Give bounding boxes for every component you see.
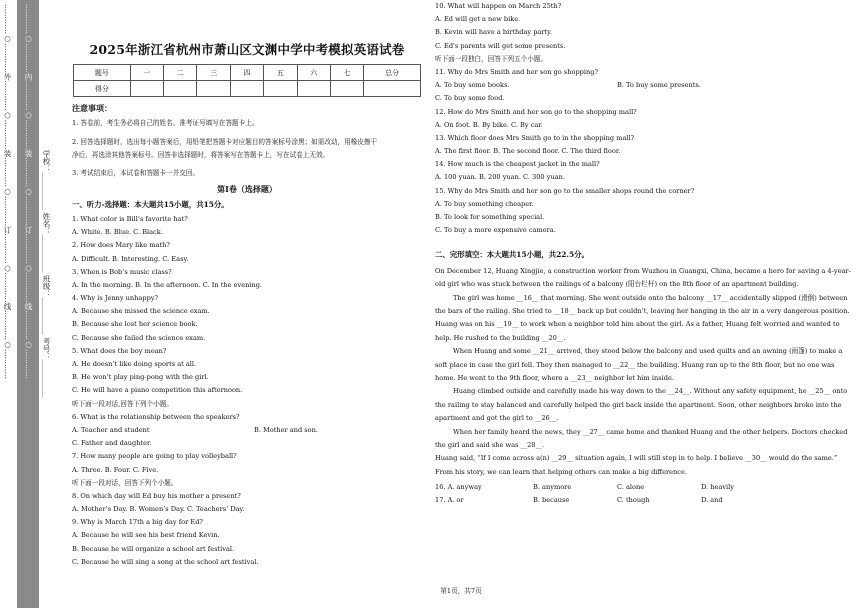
question-line: 11. Why do Mrs Smith and her son go shopping? [435,67,598,76]
passage-paragraph: When her family heard the news, they __27__ came home and thanked Huang and the other helpers. Doctors checked the girl and said she was __28__. [435,427,848,450]
question-line: 听下面一段独白，回答下列五个小题。 [435,54,548,63]
student-info-column [42,0,56,608]
option: B. Mother and son. [254,425,318,434]
left-column [72,28,422,571]
passage-paragraph: When Huang and some __21__ arrived, they stood below the balcony and used quilts and an awning (雨篷) to make a soft place in case the girl fell. They then managed to __22__ the building. Huang ran up to the 8th floor, but no one was home. He went to the 9th floor, where a __23__ neighbor let him inside. [435,347,843,383]
question-line: 2. How does Mary like math? [72,241,170,250]
question-line: B. Kevin will have a birthday party. [435,28,553,37]
question-line: C. To buy a more expensive camera. [435,226,556,235]
question-line: A. The first floor. B. The second floor. C. The third floor. [435,147,621,156]
note-item: 净后，再选涂其他答案标号。回答非选择题时，将答案写在答题卡上，写在试卷上无效。 [72,150,330,159]
question-line: 3. When is Bob’s music class? [72,267,172,276]
score-header-cell: 题号 [74,65,131,81]
q16-options [435,483,855,492]
question-line: A. In the morning. B. In the afternoon. C. In the evening. [72,280,263,289]
option: C. though [617,496,650,505]
binding-margin [0,0,60,608]
student-info-text: 学校：__________ 姓名：__________ 班级：__________ 考号：__________ [42,150,51,398]
option: B. anymore [533,483,572,492]
question-line: 7. How many people are going to play volleyball? [72,452,237,461]
question-line: A. On foot. B. By bike. C. By car. [435,120,543,129]
outer-binding-line [3,0,17,608]
score-header-cell: 一 [130,65,163,81]
score-header-cell: 四 [230,65,263,81]
option: C. alone [617,483,645,492]
score-header-cell: 六 [297,65,330,81]
option: D. heavily [701,483,734,492]
option: B. because [533,496,570,505]
question-line: B. To look for something special. [435,213,545,221]
part1-heading: 第Ⅰ卷（选择题） [217,183,277,194]
score-header-cell: 二 [164,65,197,81]
option: A. Teacher and student [72,425,150,434]
question-line: 13. Which floor does Mrs Smith go to in the shopping mall? [435,133,635,142]
question-line: A. 100 yuan. B. 200 yuan. C. 300 yuan. [435,173,565,182]
question-line: 10. What will happen on March 25th? [435,2,562,10]
question-line: 15. Why do Mrs Smith and her son go to the smaller shops round the corner? [435,186,695,195]
question-line: A. Difficult. B. Interesting. C. Easy. [72,254,189,263]
question-line: A. Because she missed the science exam. [72,307,210,316]
passage-paragraph: Huang said, “If I come across a(n) __29__ situation again, I will still step in to help. I believe __30__ would do the same.” From his story, we can learn that helping others can make a big difference. [435,454,838,476]
q6-options [72,426,422,435]
score-table-row [74,81,421,97]
note-item: 2. 回答选择题时，选出每小题答案后，用铅笔把答题卡对应题目的答案标号涂黑；如需改动，用橡皮擦干 [72,137,378,146]
question-line: C. He will have a piano competition this afternoon. [72,386,243,395]
option: 16. A. anyway [435,483,482,492]
score-cell[interactable] [230,81,263,97]
question-line: A. Three. B. Four. C. Five. [72,465,159,474]
q11-options [435,81,855,90]
score-cell[interactable] [297,81,330,97]
question-line: 听下面一段对话,回答下列个小题。 [72,399,174,408]
question-line: 14. How much is the cheapest jacket in the mall? [435,160,600,169]
question-line: B. Because she lost her science book. [72,320,198,329]
score-cell[interactable] [364,81,421,97]
question-line: 1. What color is Bill’s favorite hat? [72,214,188,223]
notes-heading: 注意事项： [72,103,112,113]
question-line: A. Because he will see his best friend Kevin. [72,531,220,540]
question-line: 5. What does the boy mean? [72,346,167,355]
question-line: B. He won’t play ping-pong with the girl. [72,373,209,382]
question-line: A. White. B. Blue. C. Black. [72,228,163,237]
note-item: 3. 考试结束后，本试卷和答题卡一并交回。 [72,169,200,178]
passage-paragraph: On December 12, Huang Xingjie, a construction worker from Wuzhou in Guangxi, China, became a hero for saving a 4-year-old girl who was stuck between the railings of a balcony (阳台栏杆) on the 8th floor of an apartment building. [435,266,851,289]
score-table-header [74,65,421,81]
score-table [73,64,421,97]
inner-binding-text: …………○…………内…………○…………装…………○…………订…………○…………线…………○………… [24,4,33,379]
option: B. To buy some presents. [617,81,701,90]
question-line: A. Mother’s Day. B. Women’s Day. C. Teachers’ Day. [72,505,245,514]
section1-heading: 一、听力-选择题：本大题共15小题，共15分。 [72,199,229,209]
score-header-cell: 七 [330,65,363,81]
option: 17. A. or [435,496,464,505]
question-line: C. Father and daughter. [72,439,152,448]
gray-binding-strip [17,0,39,608]
question-line: C. Because she failed the science exam. [72,333,206,342]
page-footer: 第1页，共7页 [440,587,482,595]
question-line: A. To buy something cheaper. [435,199,534,208]
question-line: 12. How do Mrs Smith and her son go to the shopping mall? [435,107,637,116]
score-header-cell: 三 [197,65,230,81]
option: A. To buy some books. [435,81,510,90]
option: D. and [701,496,723,505]
question-line: 4. Why is Jenny unhappy? [72,294,159,303]
score-header-cell: 五 [264,65,297,81]
right-column [435,2,855,510]
score-cell[interactable] [197,81,230,97]
outer-binding-text: …………○…………外…………○…………装…………○…………订…………○…………线…………○………… [3,4,12,379]
question-line: 6. What is the relationship between the speakers? [72,412,240,421]
score-header-cell: 总分 [364,65,421,81]
passage-paragraph: Huang climbed outside and carefully made his way down to the __24__. Without any safety equipment, he __25__ onto the railing to stay balanced and carefully helped the girl back inside the apartment. Soon, other neighbors broke into the apartment and got the girl to __26__. [435,387,848,423]
exam-page [62,0,860,608]
score-cell[interactable] [164,81,197,97]
score-cell[interactable] [130,81,163,97]
question-line: C. To buy some food. [435,94,505,103]
page-title: 2025年浙江省杭州市萧山区文渊中学中考模拟英语试卷 [89,42,405,57]
score-row-label: 得分 [74,81,131,97]
question-line: 听下面一段对话，回答下列个小题。 [72,478,178,487]
question-line: C. Because he will sing a song at the school art festival. [72,557,259,566]
note-item: 1. 答卷前，考生务必将自己的姓名、准考证号填写在答题卡上。 [72,119,259,127]
question-line: C. Ed's parents will get some presents. [435,41,566,50]
question-line: B. Because he will organize a school art festival. [72,544,235,553]
question-line: 8. On which day will Ed buy his mother a present? [72,491,241,500]
question-line: 9. Why is March 17th a big day for Ed? [72,518,203,527]
passage-paragraph: The girl was home __16__ that morning. She went outside onto the balcony __17__ accidentally slipped (滑倒) between the bars of the railing. She tried to __18__ back up but couldn’t, leaving her hanging in the air in a very dangerous position. Huang was on his __19__ to work when a neighbor told him about the girl. As a father, Huang felt worried and wanted to help. He rushed to the building __20__. [435,293,850,342]
section2-heading: 二、完形填空：本大题共15小题，共22.5分。 [435,249,589,259]
score-cell[interactable] [330,81,363,97]
q17-options [435,496,855,505]
question-line: A. Ed will get a new bike. [435,15,521,24]
question-line: A. He doesn’t like doing sports at all. [72,360,197,369]
score-cell[interactable] [264,81,297,97]
